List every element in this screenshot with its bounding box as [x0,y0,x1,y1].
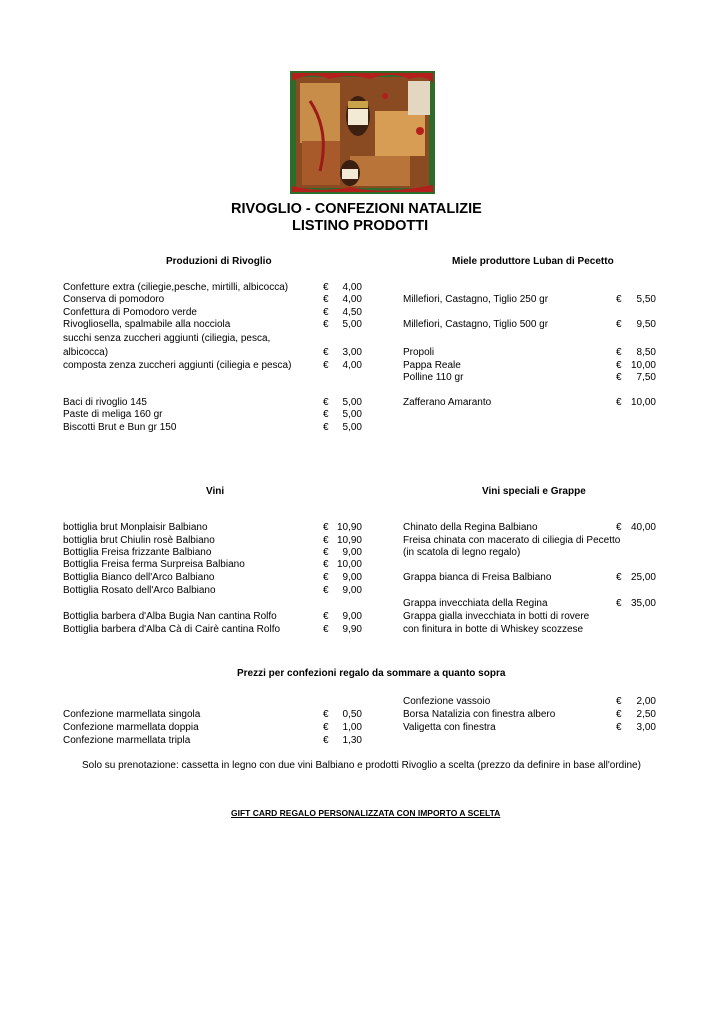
currency-symbol: € [323,611,329,622]
item-price: 5,00 [342,319,362,330]
item-label: Zafferano Amaranto [403,397,492,408]
section-heading-produzioni: Produzioni di Rivoglio [166,256,272,267]
price-row [63,282,362,294]
price-row [63,624,362,636]
item-label: Bottiglia Rosato dell'Arco Balbiano [63,585,216,596]
item-price: 5,50 [636,294,656,305]
price-row [403,547,656,559]
item-label: Pappa Reale [403,360,461,371]
item-label: Confettura di Pomodoro verde [63,307,197,318]
price-row [63,722,362,734]
item-price: 9,00 [342,611,362,622]
item-price: 25,00 [630,572,656,583]
item-label: Propoli [403,347,435,358]
currency-symbol: € [323,360,329,371]
item-label: bottiglia brut Chiulin rosè Balbiano [63,535,215,546]
gift-basket-photo [290,71,435,194]
item-price: 9,00 [342,547,362,558]
item-price: 9,50 [636,319,656,330]
price-row [403,319,656,331]
item-price: 10,90 [336,522,362,533]
price-row [403,722,656,734]
currency-symbol: € [323,422,329,433]
price-row [63,397,362,409]
item-label: Bottiglia Bianco dell'Arco Balbiano [63,572,215,583]
currency-symbol: € [616,319,622,330]
currency-symbol: € [323,319,329,330]
item-price: 8,50 [636,347,656,358]
item-label: succhi senza zuccheri aggiunti (ciliegia, pesca, [63,333,271,344]
currency-symbol: € [323,397,329,408]
item-label: albicocca) [63,347,109,358]
item-price: 1,00 [342,722,362,733]
item-label: Bottiglia Freisa ferma Surpreisa Balbiano [63,559,245,570]
price-row [63,422,362,434]
item-label: Millefiori, Castagno, Tiglio 250 gr [403,294,549,305]
booking-note: Solo su prenotazione: cassetta in legno con due vini Balbiano e prodotti Rivoglio a scelta (prezzo da definire in base all'ordine) [82,760,641,771]
currency-symbol: € [323,535,329,546]
price-row [403,522,656,534]
currency-symbol: € [323,585,329,596]
item-price: 5,00 [342,422,362,433]
price-row [63,735,362,747]
currency-symbol: € [323,559,329,570]
item-label: Bottiglia barbera d'Alba Bugia Nan cantina Rolfo [63,611,277,622]
price-row [63,547,362,559]
section-heading-confezioni: Prezzi per confezioni regalo da sommare a quanto sopra [237,668,506,679]
item-label: Borsa Natalizia con finestra albero [403,709,556,720]
price-row [63,409,362,421]
item-price: 10,00 [630,360,656,371]
currency-symbol: € [323,572,329,583]
price-row [403,624,656,636]
currency-symbol: € [323,624,329,635]
item-label: composta zenza zuccheri aggiunti (ciliegia e pesca) [63,360,292,371]
item-price: 0,50 [342,709,362,720]
item-price: 9,00 [342,572,362,583]
item-price: 9,00 [342,585,362,596]
item-price: 5,00 [342,409,362,420]
price-row [403,709,656,721]
price-row [403,696,656,708]
page-subtitle: LISTINO PRODOTTI [292,218,429,234]
currency-symbol: € [616,397,622,408]
gift-card-note: GIFT CARD REGALO PERSONALIZZATA CON IMPORTO A SCELTA [231,808,501,818]
item-label: Confezione marmellata singola [63,709,201,720]
price-row [403,572,656,584]
item-label: Grappa bianca di Freisa Balbiano [403,572,552,583]
item-label: Baci di rivoglio 145 [63,397,147,408]
item-label: (in scatola di legno regalo) [403,547,521,558]
currency-symbol: € [323,547,329,558]
price-row [63,307,362,319]
item-price: 4,00 [342,282,362,293]
currency-symbol: € [616,294,622,305]
item-price: 10,00 [630,397,656,408]
item-label: Grappa gialla invecchiata in botti di rovere [403,611,590,622]
item-price: 35,00 [630,598,656,609]
item-price: 2,50 [636,709,656,720]
item-label: Bottiglia barbera d'Alba Cà di Cairè cantina Rolfo [63,624,281,635]
item-price: 7,50 [636,372,656,383]
currency-symbol: € [323,282,329,293]
currency-symbol: € [323,522,329,533]
currency-symbol: € [323,709,329,720]
item-price: 2,00 [636,696,656,707]
item-price: 9,90 [342,624,362,635]
item-label: Bottiglia Freisa frizzante Balbiano [63,547,212,558]
price-row [63,522,362,534]
currency-symbol: € [616,598,622,609]
price-row [403,397,656,409]
item-price: 10,00 [336,559,362,570]
price-row [63,709,362,721]
price-row [63,360,362,372]
item-label: Confezione vassoio [403,696,491,707]
price-row [403,294,656,306]
currency-symbol: € [323,347,329,358]
currency-symbol: € [323,294,329,305]
item-label: Grappa invecchiata della Regina [403,598,548,609]
price-row [403,347,656,359]
item-price: 4,00 [342,360,362,371]
price-row [63,611,362,623]
price-row [403,535,656,547]
currency-symbol: € [616,722,622,733]
price-row [63,535,362,547]
price-row [63,333,362,345]
price-row [63,294,362,306]
item-label: Chinato della Regina Balbiano [403,522,538,533]
currency-symbol: € [323,735,329,746]
price-row [63,585,362,597]
currency-symbol: € [323,409,329,420]
currency-symbol: € [616,709,622,720]
section-heading-speciali: Vini speciali e Grappe [482,486,586,497]
item-label: con finitura in botte di Whiskey scozzese [403,624,584,635]
price-row [403,611,656,623]
price-row [63,559,362,571]
item-price: 3,00 [342,347,362,358]
currency-symbol: € [616,572,622,583]
currency-symbol: € [616,372,622,383]
section-heading-miele: Miele produttore Luban di Pecetto [452,256,614,267]
item-label: Confezione marmellata tripla [63,735,191,746]
item-price: 10,90 [336,535,362,546]
price-row [63,319,362,331]
item-label: Confetture extra (ciliegie,pesche, mirtilli, albicocca) [63,282,289,293]
currency-symbol: € [616,522,622,533]
item-price: 1,30 [342,735,362,746]
item-label: Polline 110 gr [403,372,464,383]
price-row [63,572,362,584]
currency-symbol: € [616,360,622,371]
item-label: Biscotti Brut e Bun gr 150 [63,422,177,433]
section-heading-vini: Vini [206,486,225,497]
item-price: 4,50 [342,307,362,318]
item-price: 3,00 [636,722,656,733]
price-row [403,372,656,384]
item-price: 4,00 [342,294,362,305]
item-label: Confezione marmellata doppia [63,722,199,733]
price-row [403,360,656,372]
currency-symbol: € [323,722,329,733]
item-label: Valigetta con finestra [403,722,496,733]
price-row [403,598,656,610]
currency-symbol: € [616,696,622,707]
item-label: bottiglia brut Monplaisir Balbiano [63,522,208,533]
currency-symbol: € [616,347,622,358]
item-price: 40,00 [630,522,656,533]
price-row [63,347,362,359]
currency-symbol: € [323,307,329,318]
item-label: Conserva di pomodoro [63,294,165,305]
page-title: RIVOGLIO - CONFEZIONI NATALIZIE [231,201,482,217]
item-price: 5,00 [342,397,362,408]
item-label: Paste di meliga 160 gr [63,409,163,420]
item-label: Rivogliosella, spalmabile alla nocciola [63,319,231,330]
item-label: Millefiori, Castagno, Tiglio 500 gr [403,319,549,330]
item-label: Freisa chinata con macerato di ciliegia di Pecetto [403,535,621,546]
